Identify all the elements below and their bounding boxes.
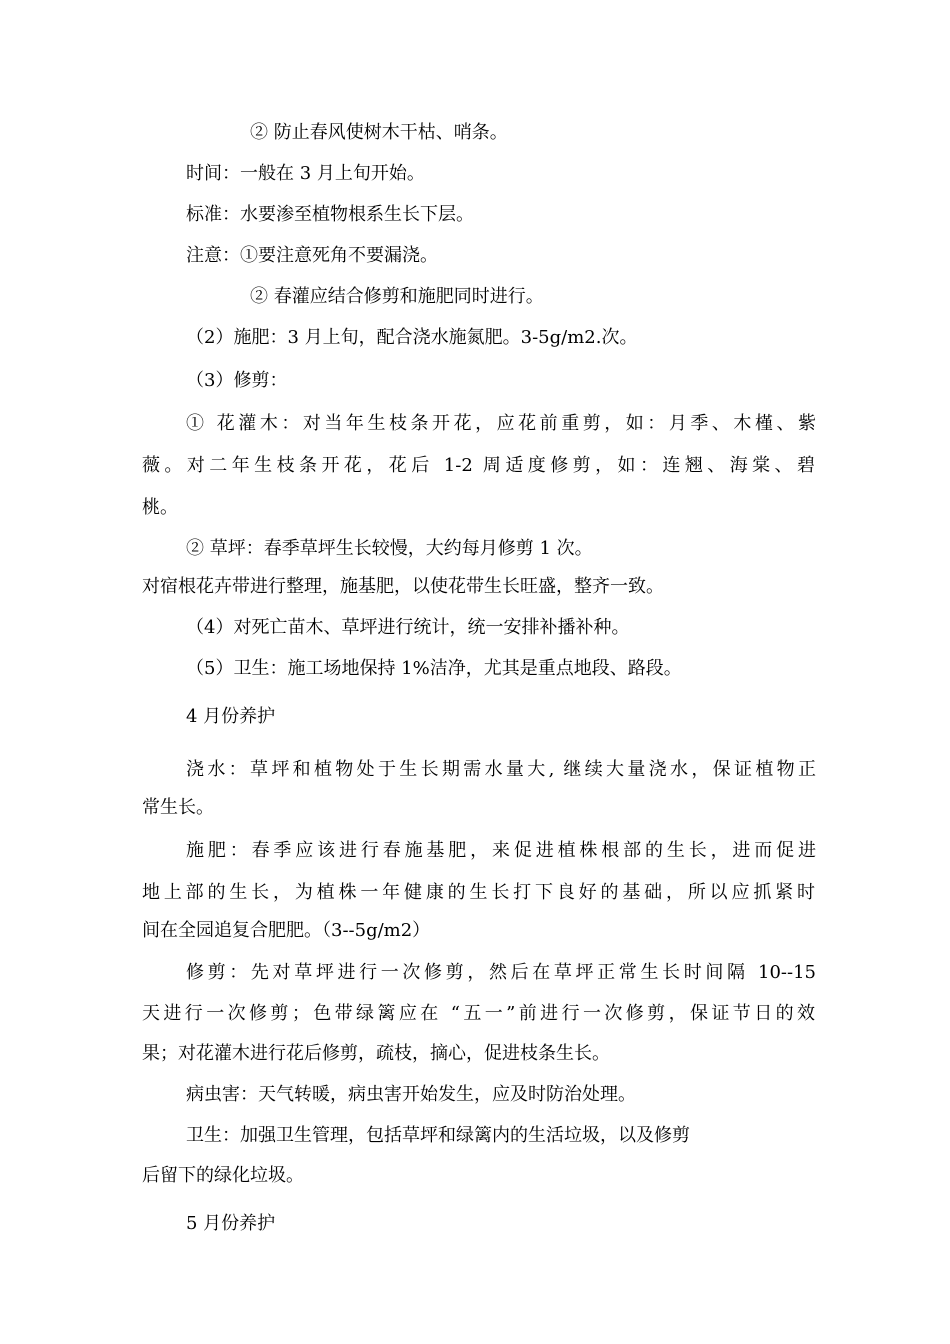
text-line: 修剪：先对草坪进行一次修剪，然后在草坪正常生长时间隔 10--15: [186, 962, 816, 983]
text-line: 薇。对二年生枝条开花，花后 1-2 周适度修剪，如：连翘、海棠、碧: [142, 455, 815, 476]
text-line: （2）施肥：3 月上旬，配合浇水施氮肥。3-5g/m2.次。: [186, 327, 638, 348]
text-line: 浇水：草坪和植物处于生长期需水量大, 继续大量浇水，保证植物正: [186, 759, 816, 780]
text-line: ② 春灌应结合修剪和施肥同时进行。: [250, 286, 544, 307]
text-line: ① 花灌木：对当年生枝条开花，应花前重剪，如：月季、木槿、紫: [186, 413, 816, 434]
text-line: 注意：①要注意死角不要漏浇。: [186, 245, 438, 266]
text-line: 桃。: [142, 497, 178, 518]
text-line: 果；对花灌木进行花后修剪，疏枝，摘心，促进枝条生长。: [142, 1043, 610, 1064]
section-heading: 5 月份养护: [186, 1213, 276, 1234]
section-heading: 4 月份养护: [186, 706, 276, 727]
text-line: ② 草坪：春季草坪生长较慢，大约每月修剪 1 次。: [186, 538, 593, 559]
text-line: （4）对死亡苗木、草坪进行统计，统一安排补播补种。: [186, 617, 630, 638]
text-line: 卫生：加强卫生管理，包括草坪和绿篱内的生活垃圾，以及修剪: [186, 1125, 690, 1146]
text-line: 后留下的绿化垃圾。: [142, 1165, 304, 1186]
text-line: （3）修剪：: [186, 370, 288, 391]
text-line: 对宿根花卉带进行整理，施基肥，以使花带生长旺盛，整齐一致。: [142, 576, 664, 597]
text-line: （5）卫生：施工场地保持 1%洁净，尤其是重点地段、路段。: [186, 658, 682, 679]
text-line: 间在全园追复合肥肥。（3--5g/m2）: [142, 920, 431, 941]
text-line: 天进行一次修剪；色带绿篱应在 “五一”前进行一次修剪，保证节日的效: [142, 1003, 815, 1024]
text-line: 病虫害：天气转暖，病虫害开始发生，应及时防治处理。: [186, 1084, 636, 1105]
text-line: 施肥：春季应该进行春施基肥，来促进植株根部的生长，进而促进: [186, 840, 816, 861]
text-line: ② 防止春风使树木干枯、哨条。: [250, 122, 508, 143]
text-line: 标准：水要渗至植物根系生长下层。: [186, 204, 474, 225]
text-line: 地上部的生长，为植株一年健康的生长打下良好的基础，所以应抓紧时: [142, 882, 815, 903]
text-line: 时间：一般在 3 月上旬开始。: [186, 163, 425, 184]
text-line: 常生长。: [142, 797, 214, 818]
